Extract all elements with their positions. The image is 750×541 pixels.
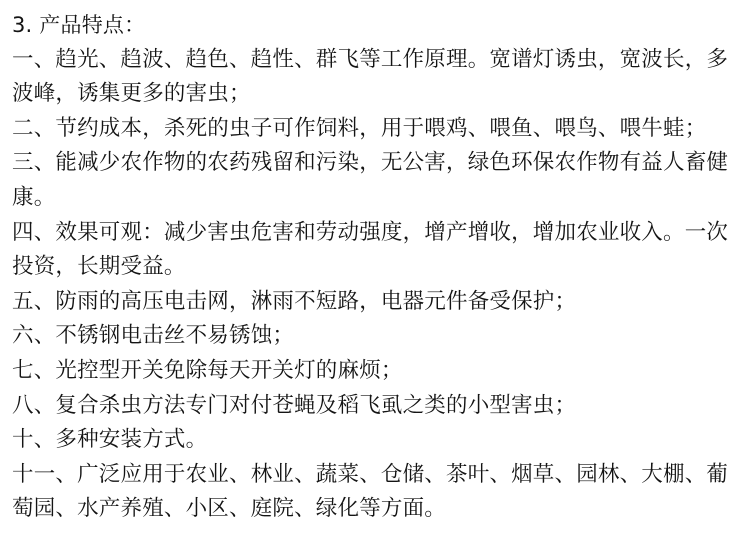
document-paragraph: 四、效果可观：减少害虫危害和劳动强度，增产增收，增加农业收入。一次投资，长期受益。 xyxy=(12,219,729,280)
document-paragraph: 二、节约成本，杀死的虫子可作饲料，用于喂鸡、喂鱼、喂鸟、喂牛蛙； xyxy=(12,115,707,141)
document-paragraph: 十一、广泛应用于农业、林业、蔬菜、仓储、茶叶、烟草、园林、大棚、葡萄园、水产养殖、小区、庭院、绿化等方面。 xyxy=(12,461,729,522)
document-paragraph: 五、防雨的高压电击网，淋雨不短路，电器元件备受保护； xyxy=(12,288,577,314)
section-heading: 3. 产品特点： xyxy=(12,13,146,37)
document-paragraph: 八、复合杀虫方法专门对付苍蝇及稻飞虱之类的小型害虫； xyxy=(12,392,577,418)
document-paragraph: 一、趋光、趋波、趋色、趋性、群飞等工作原理。宽谱灯诱虫，宽波长，多波峰，诱集更多的害虫； xyxy=(12,46,729,107)
document-paragraph: 七、光控型开关免除每天开关灯的麻烦； xyxy=(12,357,403,383)
document-paragraph: 六、不锈钢电击丝不易锈蚀； xyxy=(12,323,295,349)
document-paragraph: 三、能减少农作物的农药残留和污染，无公害，绿色环保农作物有益人畜健康。 xyxy=(12,150,729,210)
document-paragraph: 十、多种安装方式。 xyxy=(12,427,208,453)
